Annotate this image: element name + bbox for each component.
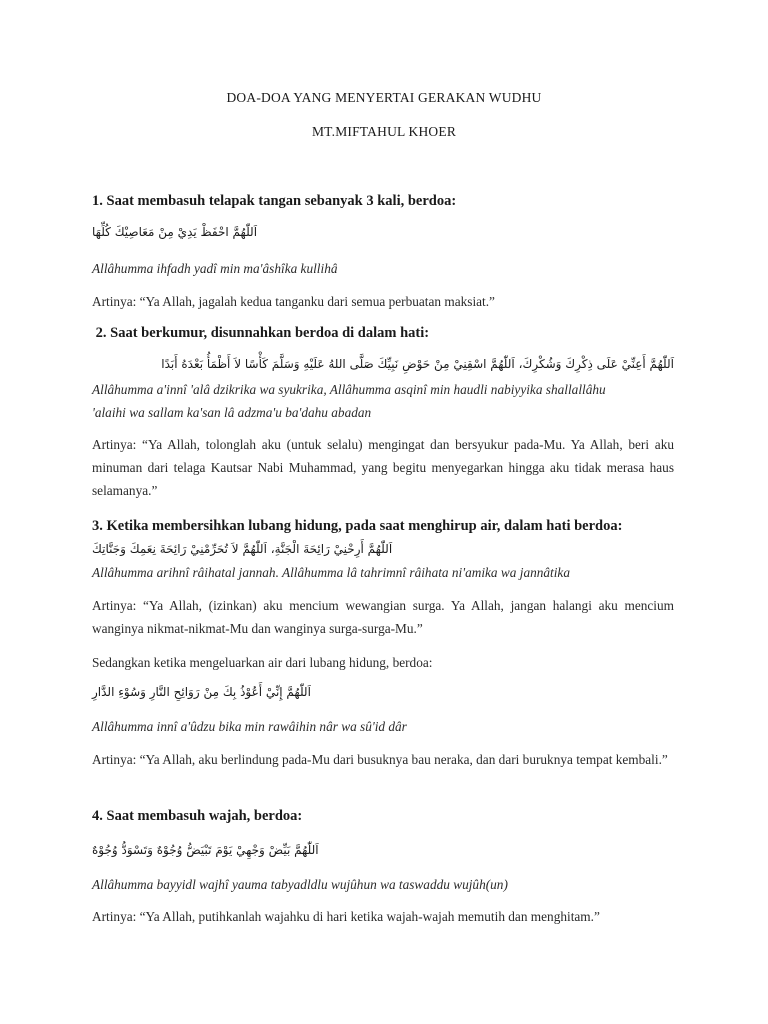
section-2-heading: 2. Saat berkumur, disunnahkan berdoa di dalam hati: <box>92 325 430 341</box>
section-1-transliteration: Allâhumma ihfadh yadî min ma'âshîka kullihâ <box>92 261 338 276</box>
section-3-exhale-transliteration: Allâhumma innî a'ûdzu bika min rawâihin nâr wa sû'id dâr <box>92 719 407 734</box>
section-2-transliteration-line-2: 'alaihi wa sallam ka'san lâ adzma'u ba'dahu abadan <box>92 405 372 420</box>
section-2-arabic: اَللّٰهُمَّ أَعِنِّيْ عَلَى ذِكْرِكَ وَشُكْرِكَ، اَللّٰهُمَّ اسْقِنِيْ مِنْ حَوْضِ نَبِيِّكَ صَلَّى اللهُ عَلَيْهِ وَسَلَّمَ كَأْسًا لاَ أَظْمَأُ بَعْدَهُ أَبَدًا <box>161 357 674 371</box>
document-author: MT.MIFTAHUL KHOER <box>311 124 457 139</box>
section-4-heading: 4. Saat membasuh wajah, berdoa: <box>92 808 303 824</box>
section-3-exhale-instruction: Sedangkan ketika mengeluarkan air dari lubang hidung, berdoa: <box>92 655 433 670</box>
document-title: DOA-DOA YANG MENYERTAI GERAKAN WUDHU <box>226 90 542 105</box>
section-3-arabic: اَللّٰهُمَّ أَرِحْنِيْ رَائِحَةَ الْجَنَّةِ، اَللّٰهُمَّ لاَ تُحَرِّمْنِيْ رَائِحَةَ نِعَمِكَ وَجَنَّاتِكَ <box>92 542 393 556</box>
section-2-translation: Artinya: “Ya Allah, tolonglah aku (untuk selalu) mengingat dan bersyukur pada-Mu. Ya Allah, beri aku minuman dari telaga Kautsar Nabi Muhammad, yang begitu menyegarkan hingga aku tidak merasa haus selamanya.” <box>92 437 674 498</box>
section-4-transliteration: Allâhumma bayyidl wajhî yauma tabyadldlu wujûhun wa taswaddu wujûh(un) <box>92 877 508 892</box>
section-1-translation: Artinya: “Ya Allah, jagalah kedua tanganku dari semua perbuatan maksiat.” <box>92 294 495 309</box>
section-3-exhale-translation: Artinya: “Ya Allah, aku berlindung pada-Mu dari busuknya bau neraka, dan dari buruknya tempat kembali.” <box>92 752 668 767</box>
section-3-exhale-arabic: اَللّٰهُمَّ إِنِّيْ أَعُوْذُ بِكَ مِنْ رَوَائِحِ النَّارِ وَسُوْءِ الدَّارِ <box>92 685 311 699</box>
section-3-translation: Artinya: “Ya Allah, (izinkan) aku mencium wewangian surga. Ya Allah, jangan halangi aku mencium wanginya nikmat-nikmat-Mu dan wanginya surga-surga-Mu.” <box>92 598 674 636</box>
section-4-translation: Artinya: “Ya Allah, putihkanlah wajahku di hari ketika wajah-wajah memutih dan menghitam.” <box>92 909 600 924</box>
section-3-transliteration: Allâhumma arihnî râihatal jannah. Allâhumma lâ tahrimnî râihata ni'amika wa jannâtika <box>92 565 570 580</box>
section-2-transliteration-line-1: Allâhumma a'innî 'alâ dzikrika wa syukrika, Allâhumma asqinî min haudli nabiyyika shallallâhu <box>92 382 606 397</box>
section-4-arabic: اَللّٰهُمَّ بَيِّضْ وَجْهِيْ يَوْمَ تَبْيَضُّ وُجُوْهٌ وَتَسْوَدُّ وُجُوْهٌ <box>92 843 319 857</box>
section-1-heading: 1. Saat membasuh telapak tangan sebanyak 3 kali, berdoa: <box>92 193 457 209</box>
section-1-arabic: اَللّٰهُمَّ احْفَظْ يَدِيْ مِنْ مَعَاصِيْكَ كُلِّهَا <box>92 225 258 239</box>
section-3-heading: 3. Ketika membersihkan lubang hidung, pada saat menghirup air, dalam hati berdoa: <box>92 518 623 534</box>
